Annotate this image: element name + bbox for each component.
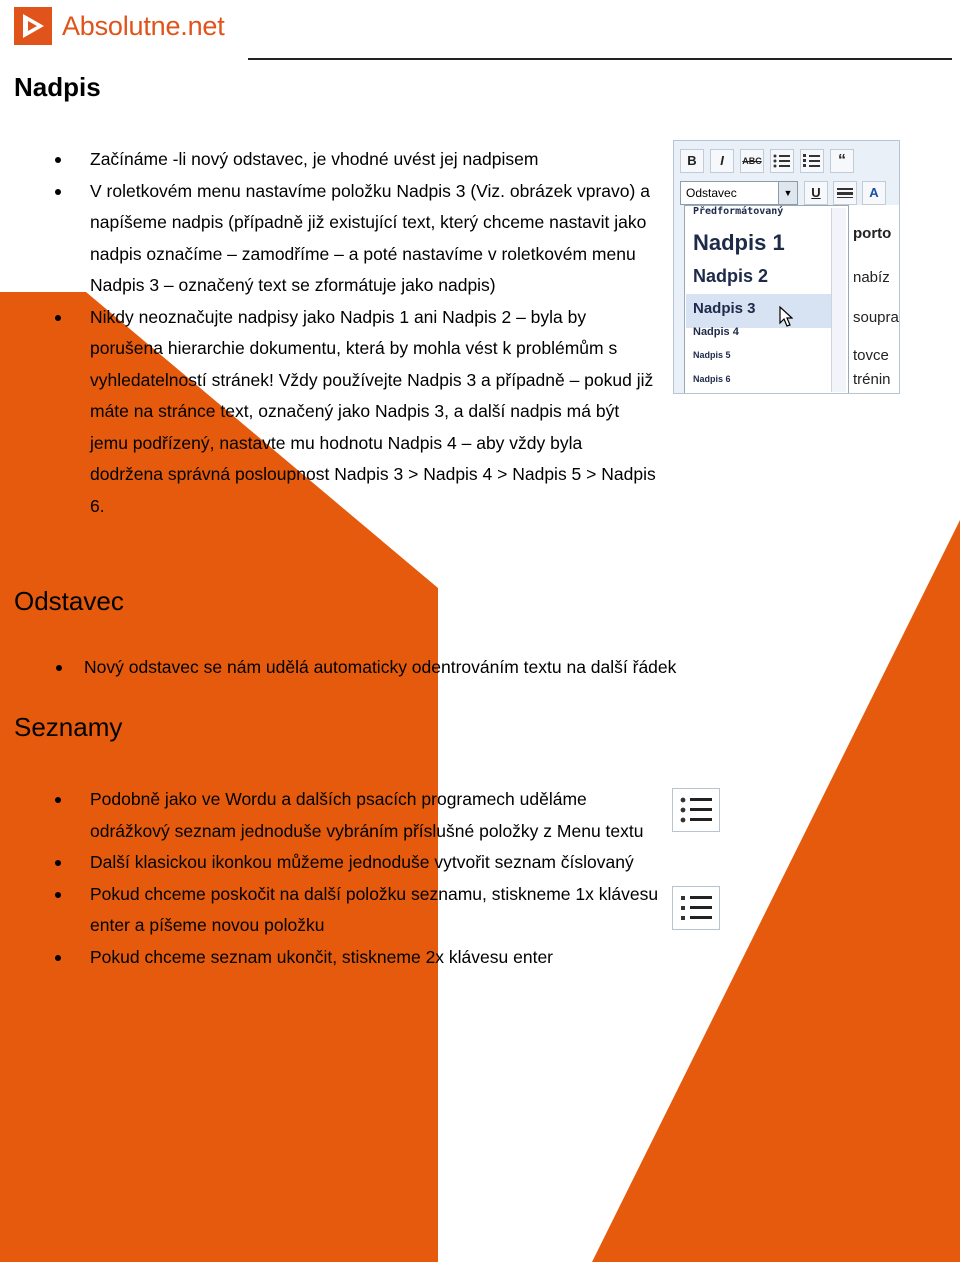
- format-select-value: Odstavec: [686, 186, 737, 200]
- odstavec-list: [84, 652, 804, 684]
- brand-name[interactable]: Absolutne.net: [62, 10, 225, 41]
- text-color-icon: A: [862, 181, 886, 205]
- mouse-cursor-icon: [779, 306, 793, 328]
- chevron-down-icon: ▼: [778, 182, 797, 204]
- dropdown-item: Nadpis 1: [693, 230, 785, 255]
- list-item: Další klasickou ikonkou můžeme jednoduše vytvořit seznam číslovaný: [90, 847, 660, 879]
- site-header: [14, 6, 225, 46]
- dropdown-item: Nadpis 3: [693, 300, 756, 317]
- list-item: Podobně jako ve Wordu a dalších psacích programech uděláme odrážkový seznam jednoduše vybráním příslušné položky z Menu textu: [90, 784, 660, 847]
- list-item: Pokud chceme poskočit na další položku seznamu, stiskneme 1x klávesu enter a píšeme novou položku: [90, 879, 660, 942]
- dropdown-item: Předformátovaný: [693, 206, 784, 217]
- seznamy-list: [90, 784, 660, 973]
- editor-text-fragment: tovce: [853, 347, 889, 364]
- list-item: Nikdy neoznačujte nadpisy jako Nadpis 1 ani Nadpis 2 – byla by porušena hierarchie dokumentu, která by mohla vést k problémům s vyhledatelností stránek! Vždy používejte Nadpis 3 a případně – pokud již máte na stránce text, označený jako Nadpis 3, a další nadpis má být jemu podřízený, nastavte mu hodnotu Nadpis 4 – aby vždy byla dodržena správná posloupnost Nadpis 3 > Nadpis 4 > Nadpis 5 > Nadpis 6.: [90, 302, 660, 523]
- underline-icon: U: [804, 181, 828, 205]
- format-dropdown: [684, 205, 849, 394]
- dropdown-item: Nadpis 6: [693, 374, 731, 384]
- editor-text-fragment: soupra: [853, 309, 899, 326]
- section-title-odstavec: Odstavec: [14, 586, 124, 616]
- list-item: Začínáme -li nový odstavec, je vhodné uvést jej nadpisem: [90, 144, 660, 176]
- list-item: Pokud chceme seznam ukončit, stiskneme 2x klávesu enter: [90, 942, 660, 974]
- editor-screenshot: [673, 140, 900, 394]
- format-select: [680, 181, 798, 205]
- numbered-list-icon: [672, 886, 720, 930]
- editor-text-fragment: nabíz: [853, 269, 890, 286]
- quote-icon: “: [830, 149, 854, 173]
- list-item: V roletkovém menu nastavíme položku Nadpis 3 (Viz. obrázek vpravo) a napíšeme nadpis (případně již existující text, který chceme nastavit jako nadpis označíme – zamodříme – a poté nastavíme v roletkovém menu Nadpis 3 – označený text se zformátuje jako nadpis): [90, 176, 660, 302]
- nadpis-list: [90, 144, 660, 522]
- bold-icon: B: [680, 149, 704, 173]
- numbered-list-icon: [800, 149, 824, 173]
- editor-toolbar-row-2: [804, 181, 886, 205]
- dropdown-item: Nadpis 2: [693, 266, 769, 286]
- strikethrough-icon: ABC: [740, 149, 764, 173]
- editor-toolbar-row-1: [680, 149, 854, 173]
- horizontal-rule-icon: [833, 181, 857, 205]
- italic-icon: I: [710, 149, 734, 173]
- dropdown-scrollbar: [831, 208, 846, 392]
- dropdown-item: Nadpis 5: [693, 350, 731, 360]
- bullet-list-icon: [770, 149, 794, 173]
- section-title-seznamy: Seznamy: [14, 712, 123, 742]
- editor-text-fragment: porto: [853, 225, 892, 242]
- editor-text-fragment: trénin: [853, 371, 891, 388]
- list-item: Nový odstavec se nám udělá automaticky odentrováním textu na další řádek: [84, 652, 804, 684]
- dropdown-item: Nadpis 4: [693, 326, 739, 338]
- section-title-nadpis: Nadpis: [14, 72, 101, 102]
- editor-content-area: [849, 205, 900, 394]
- bullet-list-icon: [672, 788, 720, 832]
- header-divider: [248, 58, 952, 60]
- brand-logo-icon: [14, 7, 52, 45]
